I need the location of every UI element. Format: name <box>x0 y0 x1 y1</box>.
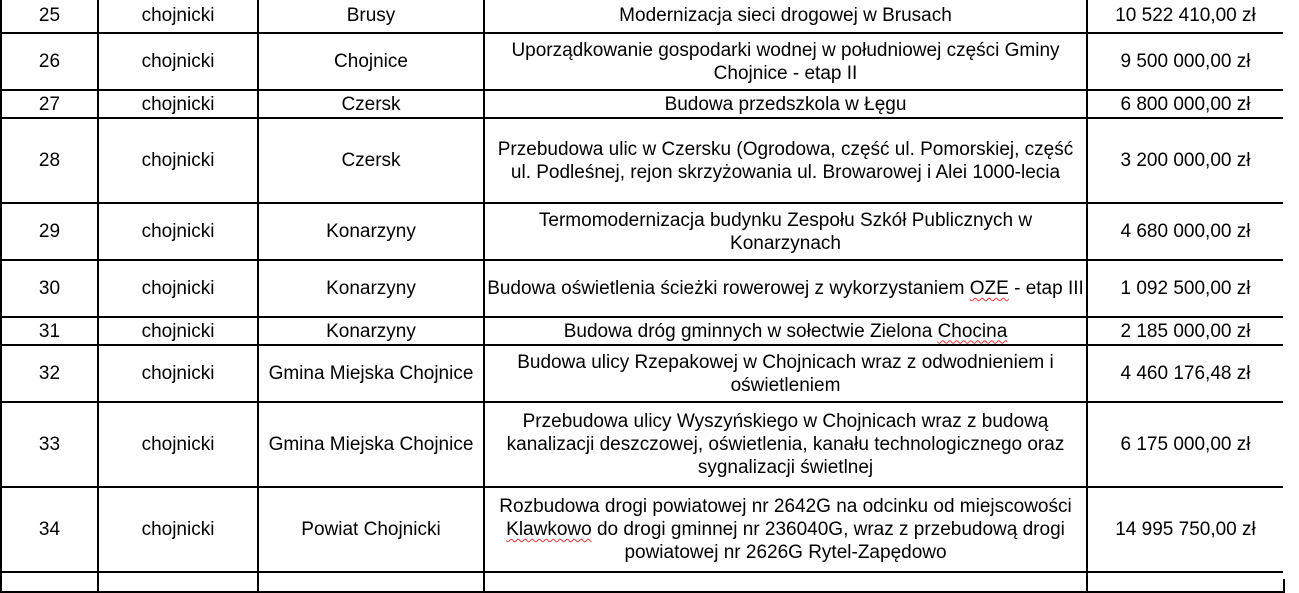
table-row <box>1 260 1284 317</box>
cell-description[interactable]: Przebudowa ulicy Wyszyńskiego w Chojnicach wraz z budową kanalizacji deszczowej, oświetlenia, kanału technologicznego oraz sygnalizacji świetlnej <box>484 402 1087 487</box>
cell-amount[interactable]: 14 995 750,00 zł <box>1087 487 1284 572</box>
cell-municipality[interactable]: Gmina Miejska Chojnice <box>258 402 484 487</box>
cell-amount[interactable]: 2 185 000,00 zł <box>1087 317 1284 345</box>
table-row <box>1 345 1284 402</box>
cell-description[interactable]: Przebudowa ulic w Czersku (Ogrodowa, część ul. Pomorskiej, część ul. Podleśnej, rejon skrzyżowania ul. Browarowej i Alei 1000-lecia <box>484 118 1087 203</box>
cell-number[interactable]: 29 <box>1 203 98 260</box>
cell-number[interactable]: 32 <box>1 345 98 402</box>
cell-description[interactable]: Modernizacja sieci drogowej w Brusach <box>484 0 1087 33</box>
cell-amount[interactable]: 9 500 000,00 zł <box>1087 33 1284 90</box>
cell-amount[interactable]: 4 460 176,48 zł <box>1087 345 1284 402</box>
table-row <box>1 317 1284 345</box>
cell-municipality[interactable]: Konarzyny <box>258 260 484 317</box>
cell-number[interactable]: 28 <box>1 118 98 203</box>
cell-amount[interactable]: 3 200 000,00 zł <box>1087 118 1284 203</box>
spellcheck-marker: Klawkowo <box>506 519 592 540</box>
cell-county[interactable]: chojnicki <box>98 317 258 345</box>
spellcheck-marker: OZE <box>969 278 1009 299</box>
table-row <box>1 90 1284 118</box>
cell-municipality[interactable]: Czersk <box>258 118 484 203</box>
cell-municipality[interactable]: Konarzyny <box>258 317 484 345</box>
cell-municipality[interactable]: Powiat Chojnicki <box>258 487 484 572</box>
cell-municipality[interactable]: Czersk <box>258 90 484 118</box>
cell-number[interactable]: 26 <box>1 33 98 90</box>
table-row <box>1 572 1284 592</box>
table-row <box>1 487 1284 572</box>
table-row <box>1 402 1284 487</box>
cell-amount[interactable]: 1 092 500,00 zł <box>1087 260 1284 317</box>
empty-cell[interactable] <box>484 572 1087 592</box>
spellcheck-marker: Chocina <box>937 320 1008 342</box>
cell-description[interactable]: Budowa dróg gminnych w sołectwie Zielona Chocina <box>484 317 1087 345</box>
cell-county[interactable]: chojnicki <box>98 90 258 118</box>
cell-number[interactable]: 31 <box>1 317 98 345</box>
table-row <box>1 0 1284 33</box>
cell-number[interactable]: 25 <box>1 0 98 33</box>
cell-description[interactable]: Termomodernizacja budynku Zespołu Szkół Publicznych w Konarzynach <box>484 203 1087 260</box>
cell-county[interactable]: chojnicki <box>98 260 258 317</box>
table-row <box>1 203 1284 260</box>
table-row <box>1 118 1284 203</box>
cell-number[interactable]: 30 <box>1 260 98 317</box>
cell-amount[interactable]: 4 680 000,00 zł <box>1087 203 1284 260</box>
cell-number[interactable]: 33 <box>1 402 98 487</box>
cell-municipality[interactable]: Chojnice <box>258 33 484 90</box>
cell-county[interactable]: chojnicki <box>98 118 258 203</box>
cell-number[interactable]: 27 <box>1 90 98 118</box>
cell-county[interactable]: chojnicki <box>98 487 258 572</box>
cell-description[interactable]: Uporządkowanie gospodarki wodnej w południowej części Gminy Chojnice - etap II <box>484 33 1087 90</box>
cell-description[interactable]: Budowa ulicy Rzepakowej w Chojnicach wraz z odwodnieniem i oświetleniem <box>484 345 1087 402</box>
table-row <box>1 33 1284 90</box>
sheet-margin <box>1283 0 1299 579</box>
cell-municipality[interactable]: Gmina Miejska Chojnice <box>258 345 484 402</box>
cell-county[interactable]: chojnicki <box>98 0 258 33</box>
cell-municipality[interactable]: Konarzyny <box>258 203 484 260</box>
empty-cell[interactable] <box>98 572 258 592</box>
cell-description[interactable]: Budowa przedszkola w Łęgu <box>484 90 1087 118</box>
cell-description[interactable]: Budowa oświetlenia ścieżki rowerowej z wykorzystaniem OZE - etap III <box>484 260 1087 317</box>
empty-cell[interactable] <box>1 572 98 592</box>
cell-description[interactable]: Rozbudowa drogi powiatowej nr 2642G na odcinku od miejscowości Klawkowo do drogi gminnej nr 236040G, wraz z przebudową drogi powiatowej nr 2626G Rytel-Zapędowo <box>484 487 1087 572</box>
cell-county[interactable]: chojnicki <box>98 33 258 90</box>
empty-cell[interactable] <box>258 572 484 592</box>
cell-amount[interactable]: 6 800 000,00 zł <box>1087 90 1284 118</box>
cell-municipality[interactable]: Brusy <box>258 0 484 33</box>
cell-number[interactable]: 34 <box>1 487 98 572</box>
cell-amount[interactable]: 10 522 410,00 zł <box>1087 0 1284 33</box>
empty-cell[interactable] <box>1087 572 1284 592</box>
cell-amount[interactable]: 6 175 000,00 zł <box>1087 402 1284 487</box>
cell-county[interactable]: chojnicki <box>98 345 258 402</box>
cell-county[interactable]: chojnicki <box>98 402 258 487</box>
cell-county[interactable]: chojnicki <box>98 203 258 260</box>
